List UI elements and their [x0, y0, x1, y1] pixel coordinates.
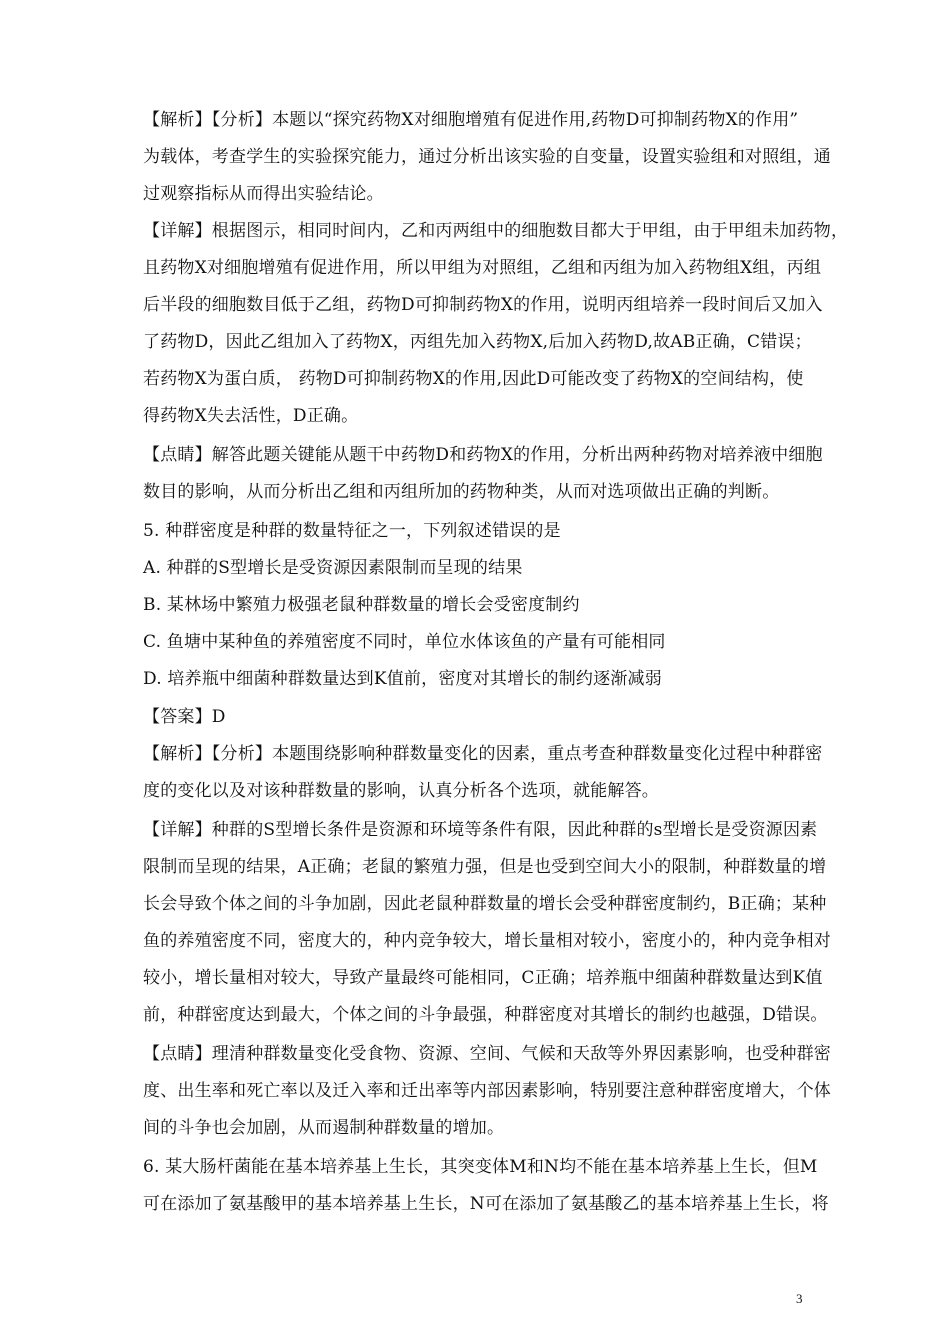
text-line: 若药物X为蛋白质， 药物D可抑制药物X的作用,因此D可能改变了药物X的空间结构，使: [143, 369, 804, 389]
text-line: 较小，增长量相对较大，导致产量最终可能相同，C正确；培养瓶中细菌种群数量达到K值: [143, 968, 823, 988]
option-d: D. 培养瓶中细菌种群数量达到K值前，密度对其增长的制约逐渐减弱: [143, 669, 662, 689]
text-line: 【点睛】理清种群数量变化受食物、资源、空间、气候和天敌等外界因素影响，也受种群密: [143, 1044, 831, 1064]
text-line: 限制而呈现的结果，A正确；老鼠的繁殖力强，但是也受到空间大小的限制，种群数量的增: [143, 857, 827, 877]
text-line: 【解析】【分析】本题以“探究药物X对细胞增殖有促进作用,药物D可抑制药物X的作用”: [143, 110, 799, 130]
text-line: 度、出生率和死亡率以及迁入率和迁出率等内部因素影响，特别要注意种群密度增大，个体: [143, 1081, 831, 1101]
text-line: 为载体，考查学生的实验探究能力，通过分析出该实验的自变量，设置实验组和对照组，通: [143, 147, 831, 167]
question-5-stem: 5. 种群密度是种群的数量特征之一，下列叙述错误的是: [143, 521, 561, 541]
text-line: 了药物D，因此乙组加入了药物X，丙组先加入药物X,后加入药物D,故AB正确，C错误；: [143, 332, 812, 352]
text-line: 度的变化以及对该种群数量的影响，认真分析各个选项，就能解答。: [143, 781, 659, 801]
page-number: 3: [796, 1291, 803, 1306]
text-line: 长会导致个体之间的斗争加剧，因此老鼠种群数量的增长会受种群密度制约，B正确；某种: [143, 894, 827, 914]
answer-line: 【答案】D: [143, 707, 226, 727]
text-line: 可在添加了氨基酸甲的基本培养基上生长，N可在添加了氨基酸乙的基本培养基上生长，将: [143, 1194, 829, 1214]
text-line: 鱼的养殖密度不同，密度大的，种内竞争较大，增长量相对较小，密度小的，种内竞争相对: [143, 931, 831, 951]
text-line: 且药物X对细胞增殖有促进作用，所以甲组为对照组，乙组和丙组为加入药物组X组，丙组: [143, 258, 822, 278]
text-line: 【解析】【分析】本题围绕影响种群数量变化的因素，重点考查种群数量变化过程中种群密: [143, 744, 823, 764]
text-line: 过观察指标从而得出实验结论。: [143, 184, 384, 204]
text-line: 间的斗争也会加剧，从而遏制种群数量的增加。: [143, 1118, 505, 1138]
text-line: 【点睛】解答此题关键能从题干中药物D和药物X的作用，分析出两种药物对培养液中细胞: [143, 445, 823, 465]
option-a: A. 种群的S型增长是受资源因素限制而呈现的结果: [143, 558, 523, 578]
text-line: 【详解】根据图示，相同时间内，乙和丙两组中的细胞数目都大于甲组，由于甲组未加药物，: [143, 221, 849, 241]
option-b: B. 某林场中繁殖力极强老鼠种群数量的增长会受密度制约: [143, 595, 580, 615]
option-c: C. 鱼塘中某种鱼的养殖密度不同时，单位水体该鱼的产量有可能相同: [143, 632, 666, 652]
text-line: 后半段的细胞数目低于乙组，药物D可抑制药物X的作用，说明丙组培养一段时间后又加入: [143, 295, 823, 315]
text-line: 数目的影响，从而分析出乙组和丙组所加的药物种类，从而对选项做出正确的判断。: [143, 482, 780, 502]
text-line: 得药物X失去活性，D正确。: [143, 406, 359, 426]
question-6-stem: 6. 某大肠杆菌能在基本培养基上生长，其突变体M和N均不能在基本培养基上生长，但M: [143, 1157, 818, 1177]
text-line: 前，种群密度达到最大，个体之间的斗争最强，种群密度对其增长的制约也越强，D错误。: [143, 1005, 828, 1025]
text-line: 【详解】种群的S型增长条件是资源和环境等条件有限，因此种群的s型增长是受资源因素: [143, 820, 818, 840]
